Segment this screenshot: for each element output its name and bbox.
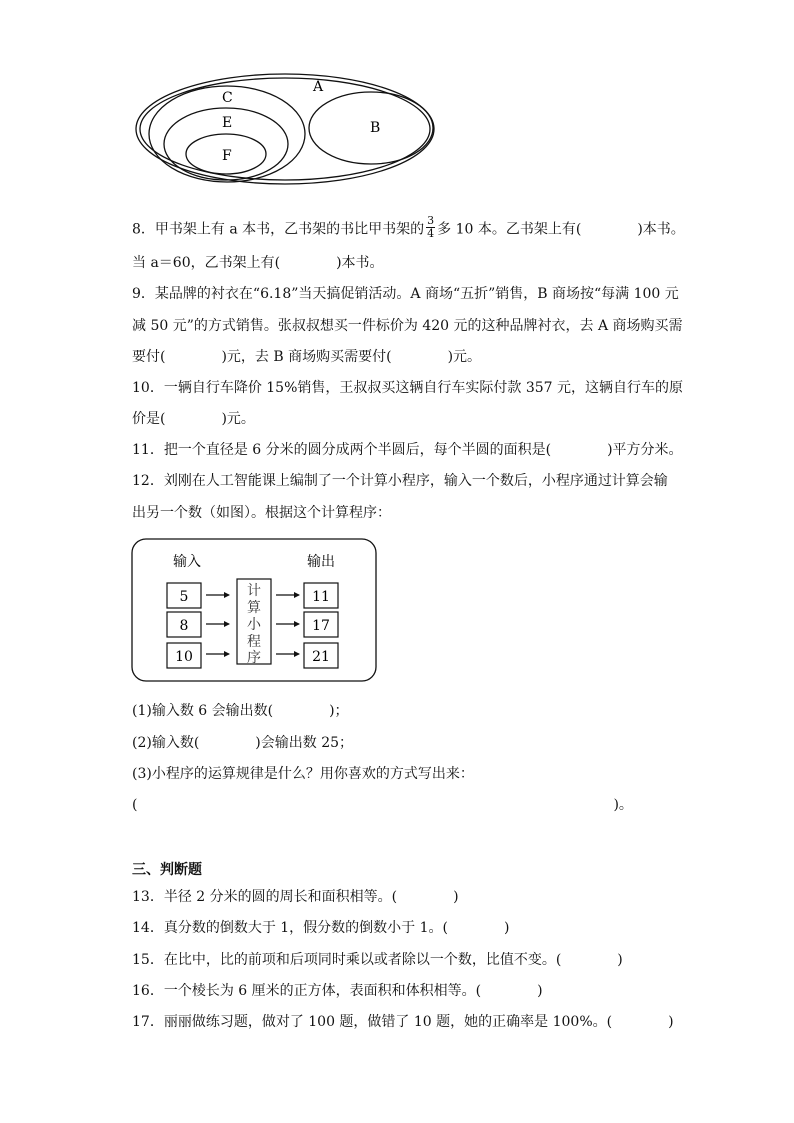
set-a-label: A xyxy=(313,79,324,95)
question-8-text-suffix: 多 10 本。乙书架上有( )本书。 xyxy=(437,221,685,238)
question-10-line-1: 10．一辆自行车降价 15%销售，王叔叔买这辆自行车实际付款 357 元，这辆自行车的原 xyxy=(132,380,684,396)
output-value-3: 21 xyxy=(312,649,330,665)
input-arrowhead-1 xyxy=(224,592,230,598)
set-a-outer-ellipse xyxy=(136,74,434,184)
set-c-label: C xyxy=(222,90,233,106)
question-10-line-2: 价是( )元。 xyxy=(132,411,255,427)
output-arrowhead-1 xyxy=(294,592,300,598)
question-9-line-2: 减 50 元”的方式销售。张叔叔想买一件标价为 420 元的这种品牌衬衣，去 A 商场购买需 xyxy=(132,318,683,334)
input-heading: 输入 xyxy=(173,554,201,570)
question-17: 17．丽丽做练习题，做对了 100 题，做错了 10 题，她的正确率是 100%。( ) xyxy=(132,1014,674,1030)
question-15: 15．在比中，比的前项和后项同时乘以或者除以一个数，比值不变。( ) xyxy=(132,952,623,968)
output-heading: 输出 xyxy=(307,554,335,570)
set-e-label: E xyxy=(222,115,233,131)
fraction-numerator: 3 xyxy=(427,214,435,227)
program-char-3: 小 xyxy=(247,617,261,633)
question-12-sub-2: (2)输入数( )会输出数 25； xyxy=(132,735,354,751)
input-value-2: 8 xyxy=(179,618,189,634)
input-arrowhead-3 xyxy=(224,651,230,657)
input-value-1: 5 xyxy=(179,589,189,605)
program-char-4: 程 xyxy=(247,634,261,650)
question-8-line-2: 当 a＝60，乙书架上有( )本书。 xyxy=(132,255,384,271)
program-char-5: 序 xyxy=(247,650,261,666)
question-12-line-1: 12．刘刚在人工智能课上编制了一个计算小程序，输入一个数后，小程序通过计算会输 xyxy=(132,473,668,489)
program-char-1: 计 xyxy=(247,583,261,599)
output-arrowhead-3 xyxy=(294,651,300,657)
venn-diagram xyxy=(130,70,440,200)
question-12-line-2: 出另一个数（如图）。根据这个计算程序： xyxy=(132,505,391,521)
set-b-label: B xyxy=(370,120,381,136)
input-value-3: 10 xyxy=(175,649,193,665)
output-value-2: 17 xyxy=(312,618,330,634)
question-12-sub-3-answer-blank: ( )。 xyxy=(132,797,633,813)
question-9-line-1: 9．某品牌的衬衣在“6.18”当天搞促销活动。A 商场“五折”销售，B 商场按“每满 100 元 xyxy=(132,286,679,302)
calculation-program-diagram xyxy=(130,537,380,685)
section-3-heading: 三、判断题 xyxy=(132,862,202,878)
question-12-sub-3: (3)小程序的运算规律是什么？用你喜欢的方式写出来： xyxy=(132,766,474,782)
question-8-text-prefix: 8．甲书架上有 a 本书，乙书架的书比甲书架的 xyxy=(132,221,425,238)
set-f-label: F xyxy=(222,148,232,164)
program-char-2: 算 xyxy=(247,600,261,616)
fraction-three-quarters xyxy=(426,215,435,240)
question-9-line-3: 要付( )元，去 B 商场购买需要付( )元。 xyxy=(132,349,482,365)
output-arrowhead-2 xyxy=(294,621,300,627)
question-16: 16．一个棱长为 6 厘米的正方体，表面积和体积相等。( ) xyxy=(132,983,543,999)
question-8-line-1 xyxy=(132,214,685,242)
question-11-line-1: 11．把一个直径是 6 分米的圆分成两个半圆后，每个半圆的面积是( )平方分米。 xyxy=(132,442,683,458)
question-13: 13．半径 2 分米的圆的周长和面积相等。( ) xyxy=(132,889,459,905)
input-arrowhead-2 xyxy=(224,621,230,627)
fraction-denominator: 4 xyxy=(427,227,435,240)
output-value-1: 11 xyxy=(312,589,330,605)
question-14: 14．真分数的倒数大于 1，假分数的倒数小于 1。( ) xyxy=(132,920,510,936)
question-12-sub-1: (1)输入数 6 会输出数( )； xyxy=(132,703,349,719)
